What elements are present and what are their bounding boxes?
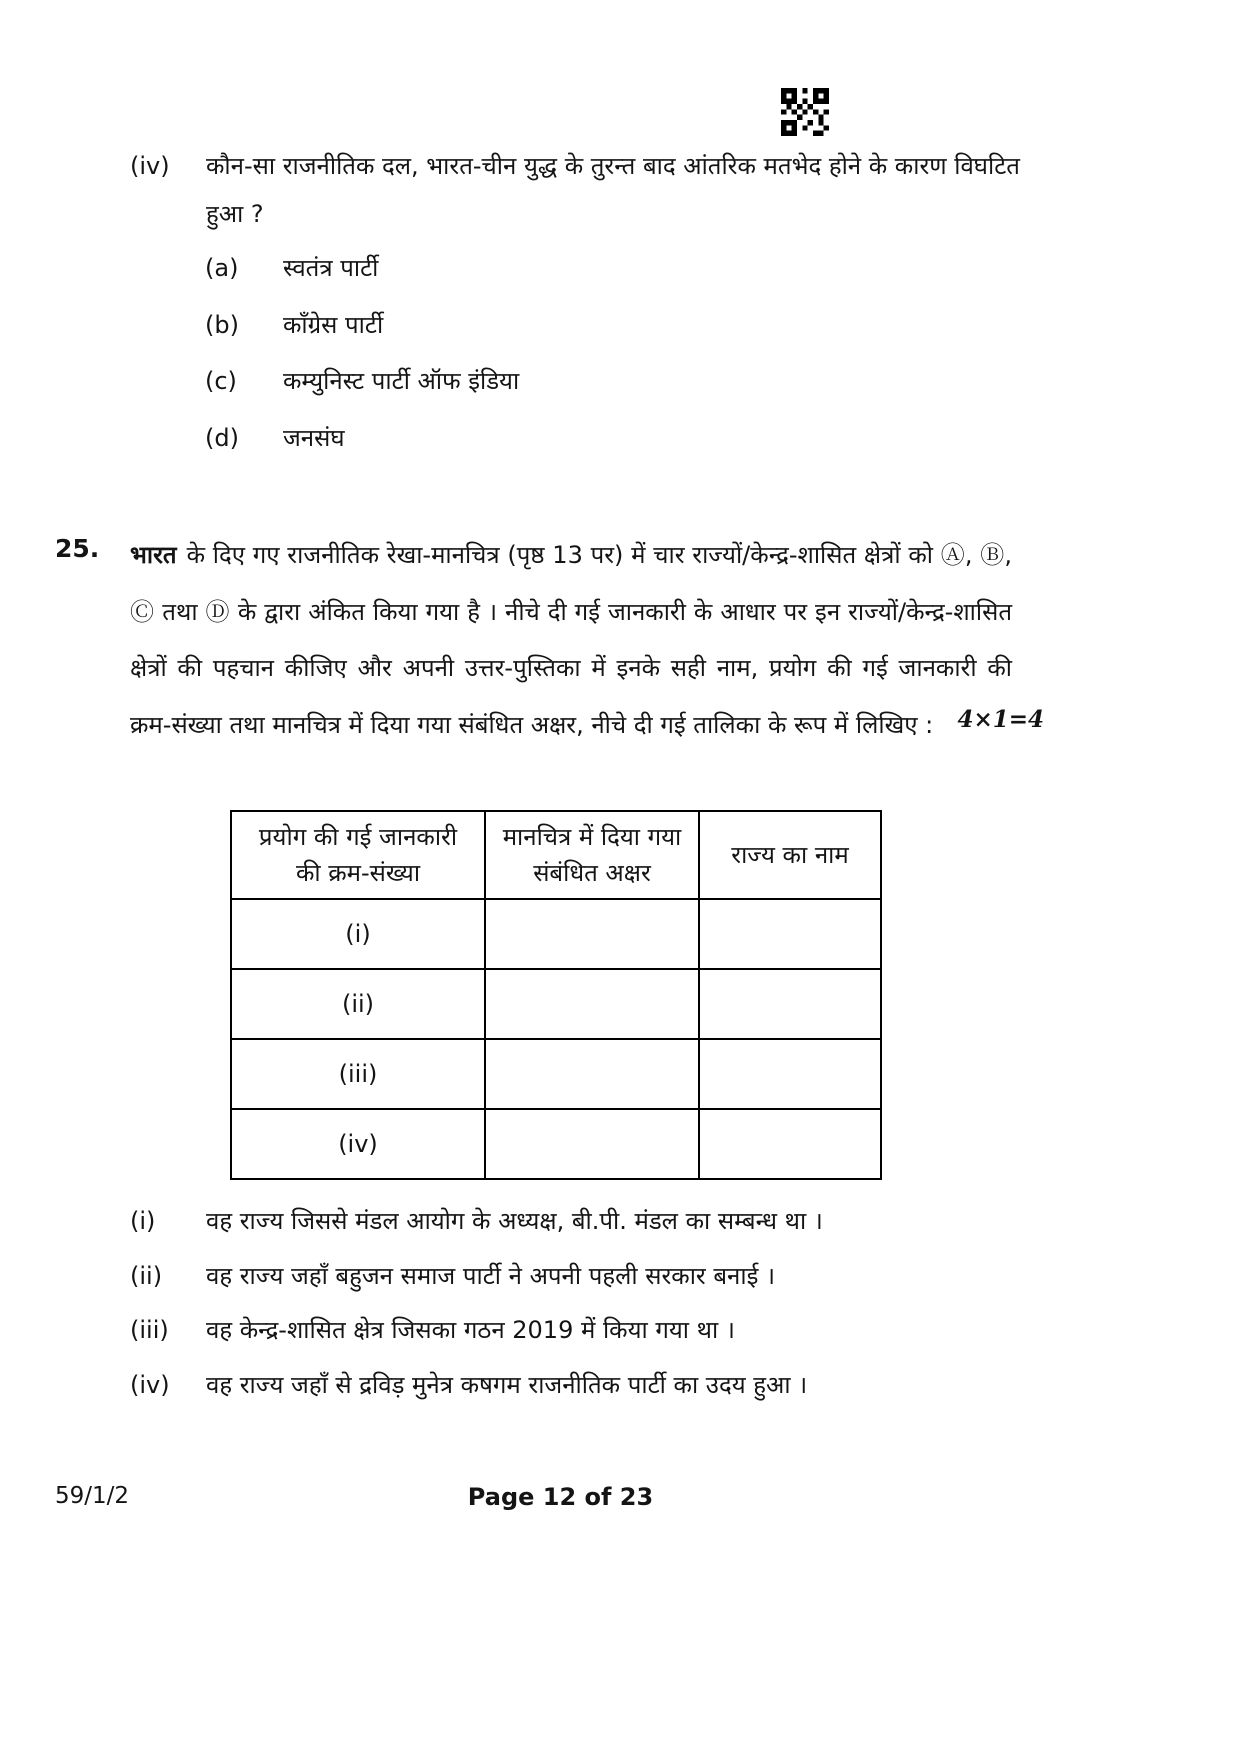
question-25-lead-word: भारत: [130, 541, 177, 569]
clue-iv-label: (iv): [130, 1370, 170, 1399]
clue-iii: [130, 1314, 1040, 1348]
question-25-number: 25.: [55, 534, 100, 563]
clue-ii-label: (ii): [130, 1261, 163, 1290]
option-d-text: जनसंघ: [283, 423, 345, 452]
table-cell-name: [699, 1109, 881, 1179]
option-c: [205, 365, 905, 399]
option-a-label: (a): [205, 254, 239, 282]
qr-code-icon: [781, 88, 829, 136]
answer-table-body: [231, 899, 881, 1179]
table-cell-serial: (iv): [231, 1109, 485, 1179]
table-row: [231, 969, 881, 1039]
clue-iii-text: वह केन्द्र-शासित क्षेत्र जिसका गठन 2019 में किया गया था ।: [206, 1316, 735, 1345]
table-cell-name: [699, 899, 881, 969]
question-25-marks: 4×1=4: [957, 706, 1044, 734]
option-c-label: (c): [205, 367, 237, 396]
table-row: [231, 1039, 881, 1109]
question-iv-text: कौन-सा राजनीतिक दल, भारत-चीन युद्ध के तुरन्त बाद आंतरिक मतभेद होने के कारण विघटित हुआ ?: [206, 152, 1020, 228]
table-header-serial: प्रयोग की गई जानकारी की क्रम-संख्या: [231, 811, 485, 899]
question-25-body-text: के दिए गए राजनीतिक रेखा-मानचित्र (पृष्ठ 13 पर) में चार राज्यों/केन्द्र-शासित क्षेत्रों को Ⓐ, Ⓑ, Ⓒ तथा Ⓓ के द्वारा अंकित किया गया है । नीचे दी गई जानकारी के आधार पर इन राज्यों/केन्द्र-शासित क्षेत्रों की पहचान कीजिए और अपनी उत्तर-पुस्तिका में इनके सही नाम, प्रयोग की गई जानकारी की क्रम-संख्या तथा मानचित्र में दिया गया संबंधित अक्षर, नीचे दी गई तालिका के रूप में लिखिए :: [130, 541, 1012, 739]
table-row: [231, 1109, 881, 1179]
paper-code: 59/1/2: [55, 1483, 130, 1509]
table-header-row: [231, 811, 881, 899]
clue-i: [130, 1205, 1040, 1239]
option-b-label: (b): [205, 310, 239, 339]
answer-table-header: [231, 811, 881, 899]
answer-table: [230, 810, 882, 1180]
table-cell-name: [699, 969, 881, 1039]
question-iv-options: [205, 252, 905, 478]
clue-i-text: वह राज्य जिससे मंडल आयोग के अध्यक्ष, बी.पी. मंडल का सम्बन्ध था ।: [206, 1207, 823, 1235]
clue-ii-text: वह राज्य जहाँ बहुजन समाज पार्टी ने अपनी पहली सरकार बनाई ।: [206, 1261, 776, 1290]
page-number: Page 12 of 23: [467, 1483, 654, 1511]
option-c-text: कम्युनिस्ट पार्टी ऑफ इंडिया: [283, 367, 520, 396]
clue-list: [130, 1205, 1040, 1423]
option-d: [205, 422, 905, 456]
table-cell-letter: [485, 1039, 699, 1109]
table-cell-serial: (ii): [231, 969, 485, 1039]
question-25: [55, 527, 1044, 754]
clue-i-label: (i): [130, 1207, 156, 1235]
clue-iii-label: (iii): [130, 1316, 169, 1345]
table-row: [231, 899, 881, 969]
option-b: [205, 309, 905, 343]
table-cell-serial: (iii): [231, 1039, 485, 1109]
table-cell-name: [699, 1039, 881, 1109]
table-header-map-letter: मानचित्र में दिया गया संबंधित अक्षर: [485, 811, 699, 899]
clue-ii: [130, 1260, 1040, 1294]
option-a-text: स्वतंत्र पार्टी: [283, 254, 379, 282]
table-cell-letter: [485, 1109, 699, 1179]
clue-iv: [130, 1369, 1040, 1403]
option-a: [205, 252, 905, 286]
option-b-text: काँग्रेस पार्टी: [283, 310, 384, 339]
table-header-state-name: राज्य का नाम: [699, 811, 881, 899]
option-d-label: (d): [205, 423, 239, 452]
table-cell-letter: [485, 899, 699, 969]
question-25-text: [130, 527, 1044, 754]
clue-iv-text: वह राज्य जहाँ से द्रविड़ मुनेत्र कषगम राजनीतिक पार्टी का उदय हुआ ।: [206, 1370, 808, 1399]
table-cell-letter: [485, 969, 699, 1039]
table-cell-serial: (i): [231, 899, 485, 969]
question-iv-label: (iv): [130, 152, 170, 180]
question-iv: [130, 142, 1020, 238]
